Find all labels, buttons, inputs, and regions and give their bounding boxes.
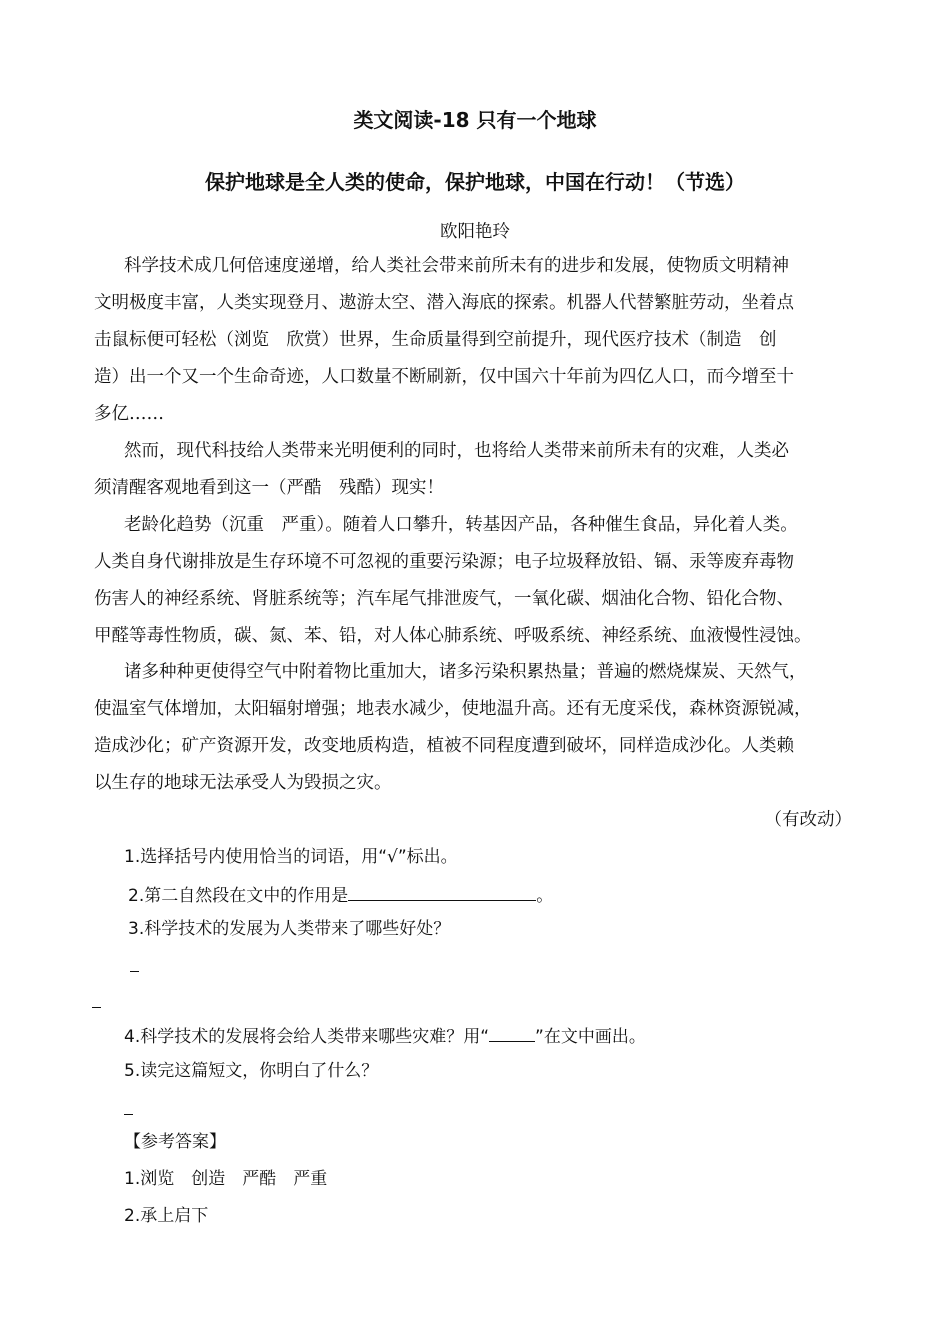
paragraph-3-line-1: 老龄化趋势（沉重 严重）。随着人口攀升，转基因产品，各种催生食品，异化着人类。 <box>124 515 798 535</box>
page-title: 类文阅读-18 只有一个地球 <box>353 108 597 132</box>
paragraph-2-line-2: 须清醒客观地看到这一（严酷 残酷）现实！ <box>94 478 444 498</box>
paragraph-1-line-3: 击鼠标便可轻松（浏览 欣赏）世界，生命质量得到空前提升，现代医疗技术（制造 创 <box>94 330 777 350</box>
paragraph-1-line-2: 文明极度丰富，人类实现登月、遨游太空、潜入海底的探索。机器人代替繁脏劳动，坐着点 <box>94 293 794 313</box>
answer-2: 2.承上启下 <box>124 1206 209 1226</box>
answers-heading: 【参考答案】 <box>124 1132 226 1152</box>
question-2-end: 。 <box>536 886 554 906</box>
answer-line-mark[interactable] <box>92 1007 101 1008</box>
question-4-end: ”在文中画出。 <box>535 1027 646 1047</box>
paragraph-1-line-1: 科学技术成几何倍速度递增，给人类社会带来前所未有的进步和发展，使物质文明精神 <box>124 256 789 276</box>
question-5: 5.读完这篇短文，你明白了什么？ <box>124 1061 379 1081</box>
question-4 <box>124 1023 646 1049</box>
answer-line-mark[interactable] <box>124 1114 133 1115</box>
answer-1: 1.浏览 创造 严酷 严重 <box>124 1169 328 1189</box>
paragraph-1-line-4: 造）出一个又一个生命奇迹，人口数量不断刷新，仅中国六十年前为四亿人口，而今增至十 <box>94 367 794 387</box>
answer-blank[interactable] <box>348 882 536 901</box>
paragraph-4-line-2: 使温室气体增加，太阳辐射增强；地表水减少，使地温升高。还有无度采伐，森林资源锐减， <box>94 699 812 719</box>
paragraph-4-line-1: 诸多种种更使得空气中附着物比重加大，诸多污染积累热量；普遍的燃烧煤炭、天然气， <box>124 662 807 682</box>
question-3: 3.科学技术的发展为人类带来了哪些好处？ <box>128 919 451 939</box>
paragraph-3-line-4: 甲醛等毒性物质，碳、氮、苯、铅，对人体心肺系统、呼吸系统、神经系统、血液慢性浸蚀。 <box>94 626 812 646</box>
revision-note: （有改动） <box>764 810 852 830</box>
underline-sample <box>489 1023 535 1042</box>
question-2-text: 2.第二自然段在文中的作用是 <box>128 886 349 906</box>
paragraph-1-line-5: 多亿…… <box>94 404 164 424</box>
paragraph-3-line-3: 伤害人的神经系统、肾脏系统等；汽车尾气排泄废气，一氧化碳、烟油化合物、铅化合物、 <box>94 589 794 609</box>
article-title: 保护地球是全人类的使命，保护地球，中国在行动！（节选） <box>205 170 745 194</box>
question-1: 1.选择括号内使用恰当的词语，用“√”标出。 <box>124 847 458 867</box>
paragraph-2-line-1: 然而，现代科技给人类带来光明便利的同时，也将给人类带来前所未有的灾难，人类必 <box>124 441 789 461</box>
paragraph-3-line-2: 人类自身代谢排放是生存环境不可忽视的重要污染源；电子垃圾释放铅、镉、汞等废弃毒物 <box>94 552 794 572</box>
question-4-text: 4.科学技术的发展将会给人类带来哪些灾难？用“ <box>124 1027 490 1047</box>
paragraph-4-line-4: 以生存的地球无法承受人为毁损之灾。 <box>94 773 392 793</box>
question-2 <box>128 882 553 908</box>
author: 欧阳艳玲 <box>440 222 510 242</box>
paragraph-4-line-3: 造成沙化；矿产资源开发，改变地质构造，植被不同程度遭到破坏，同样造成沙化。人类赖 <box>94 736 794 756</box>
answer-line-mark[interactable] <box>130 971 139 972</box>
